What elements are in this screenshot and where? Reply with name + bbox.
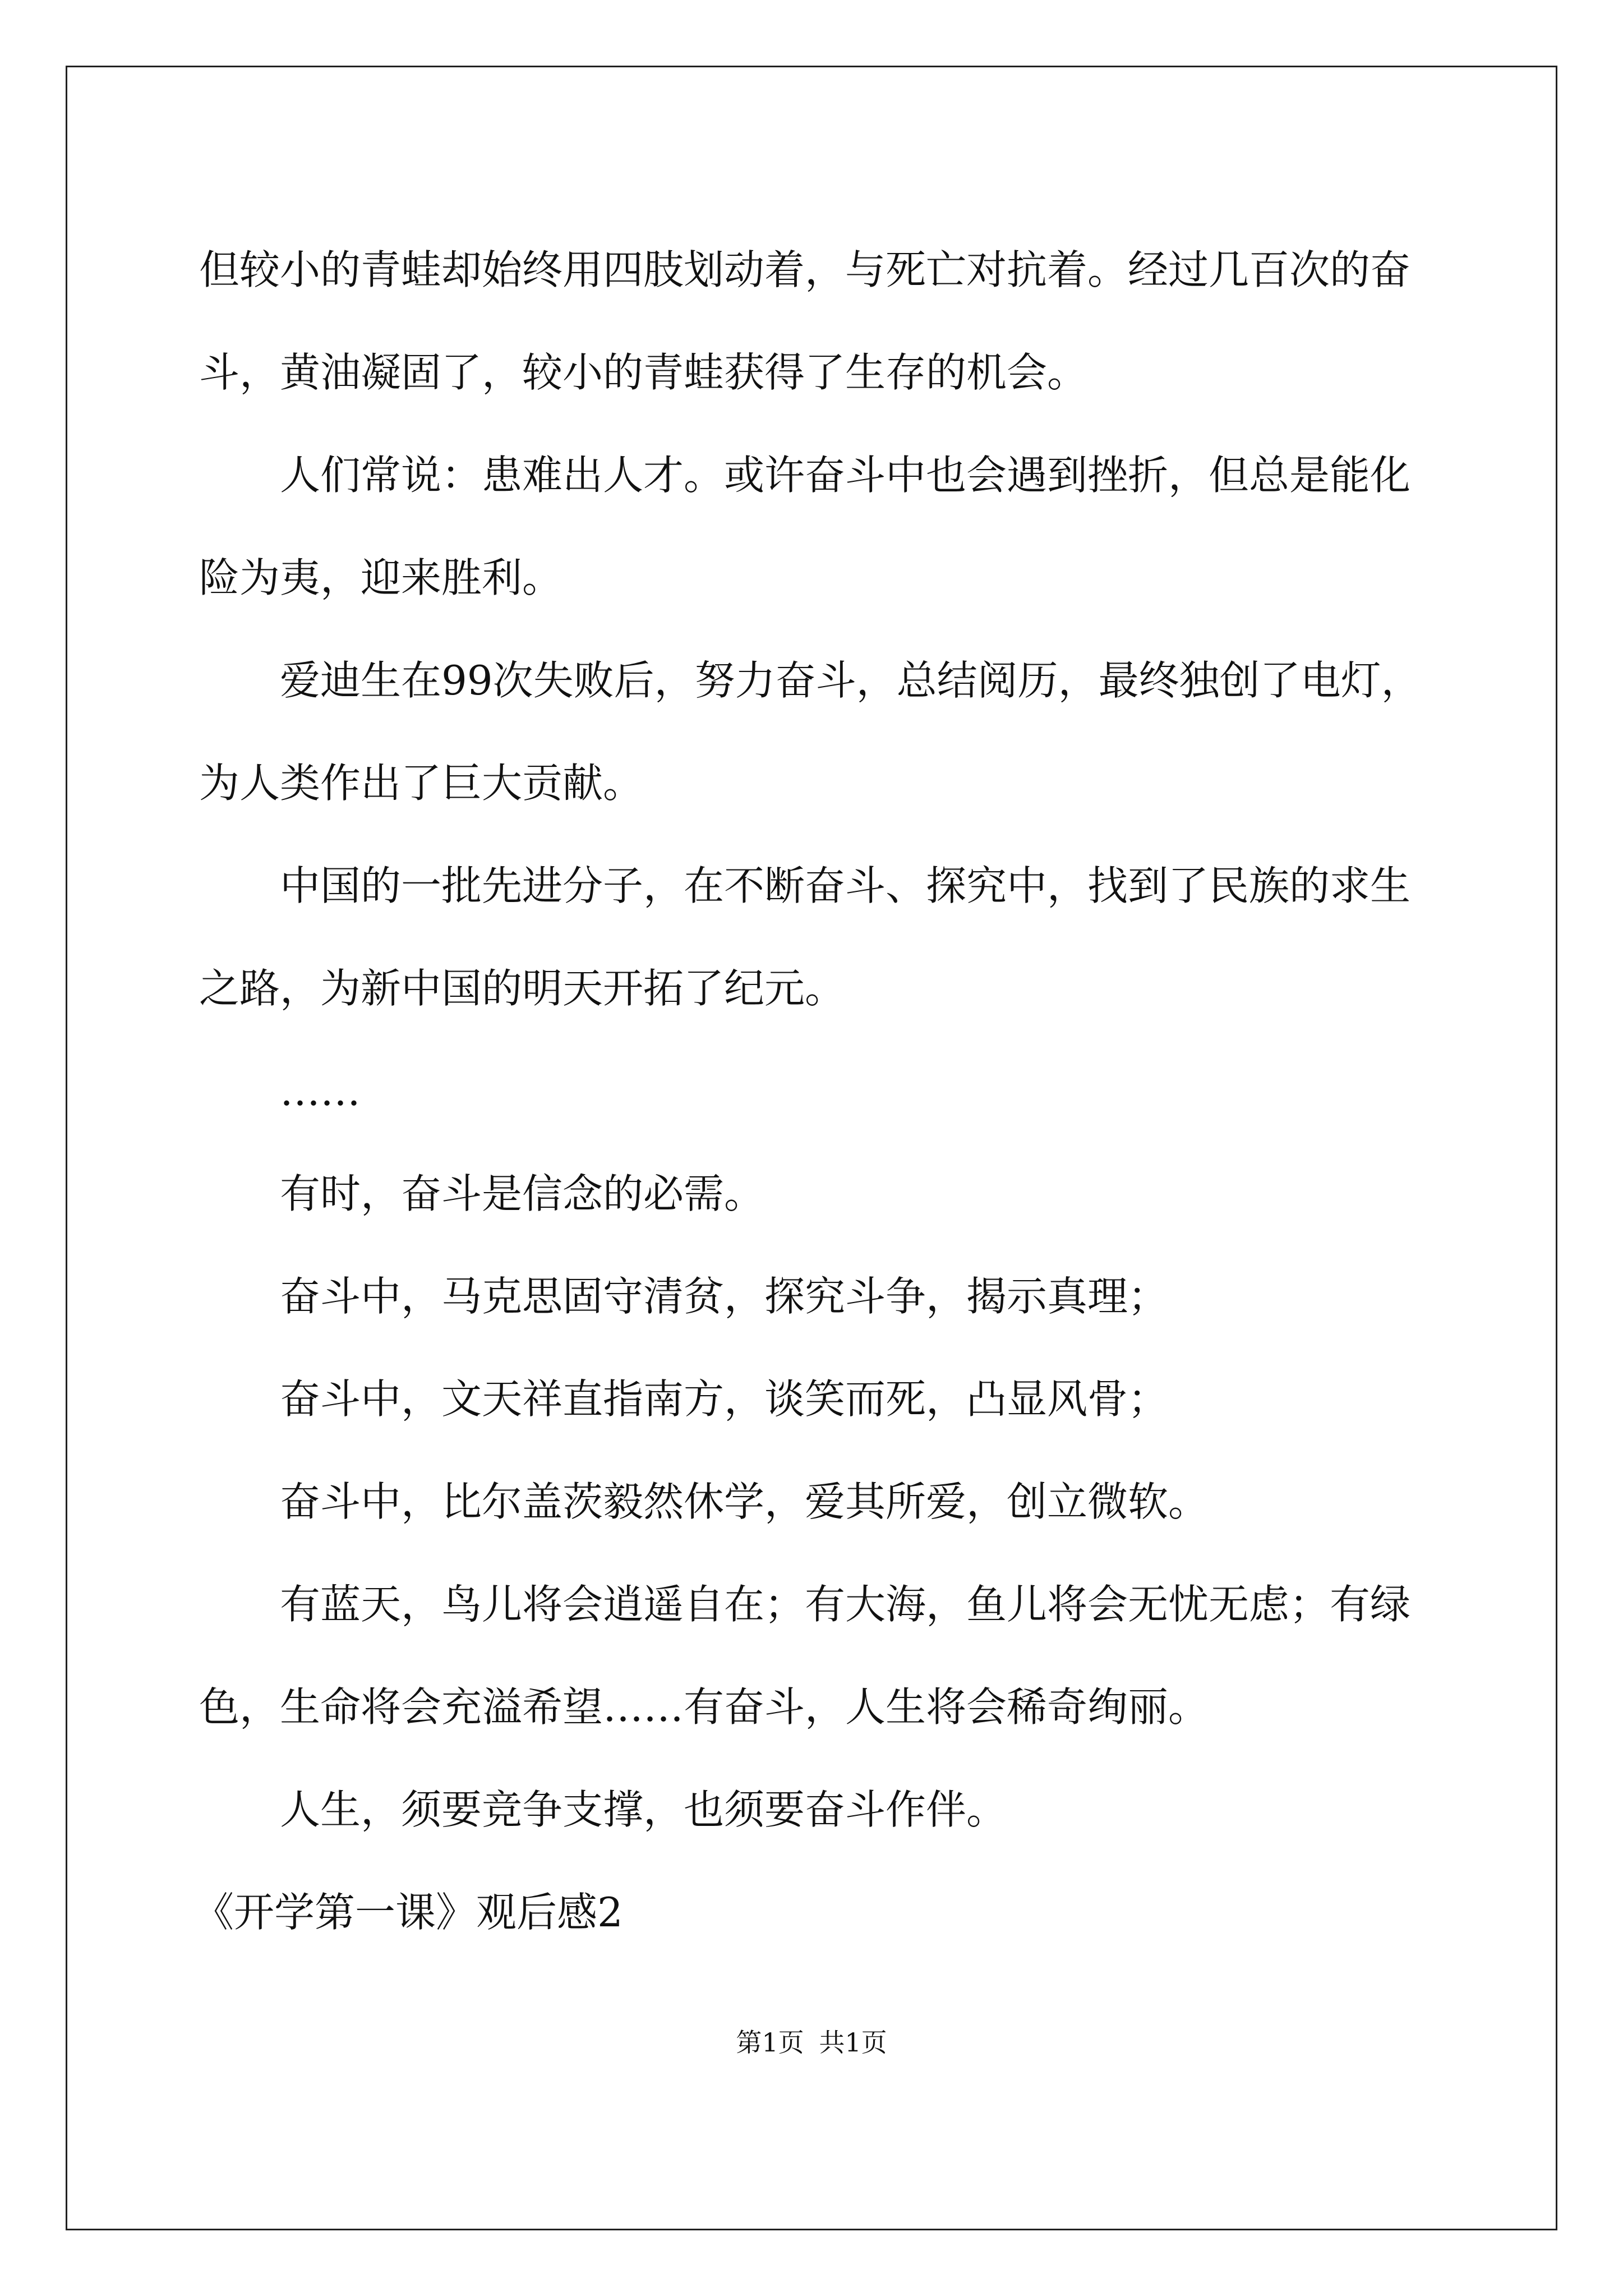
paragraph-3: 爱迪生在99次失败后，努力奋斗，总结阅历，最终独创了电灯，为人类作出了巨大贡献。 — [199, 657, 1422, 807]
paragraph-6: 有时，奋斗是信念的必需。 — [280, 1170, 765, 1217]
page-number-current: 第1页 — [736, 2027, 804, 2058]
paragraph-10: 有蓝天，鸟儿将会逍遥自在；有大海，鱼儿将会无忧无虑；有绿色，生命将会充溢希望……有奋斗，人生将会稀奇绚丽。 — [199, 1581, 1411, 1731]
paragraph-8: 奋斗中，文天祥直指南方，谈笑而死，凸显风骨； — [280, 1375, 1169, 1423]
paragraph-11: 人生，须要竞争支撑，也须要奋斗作伴。 — [280, 1786, 1007, 1833]
document-body — [193, 219, 1433, 1964]
section-heading: 《开学第一课》观后感2 — [193, 1889, 623, 1936]
paragraph-ellipsis: …… — [280, 1068, 361, 1115]
page-footer — [0, 2022, 1623, 2059]
paragraph-4: 中国的一批先进分子，在不断奋斗、探究中，找到了民族的求生之路，为新中国的明天开拓了纪元。 — [199, 862, 1411, 1012]
paragraph-1: 但较小的青蛙却始终用四肢划动着，与死亡对抗着。经过几百次的奋斗，黄油凝固了，较小的青蛙获得了生存的机会。 — [199, 246, 1411, 396]
page-number-total: 共1页 — [819, 2027, 887, 2058]
paragraph-2: 人们常说：患难出人才。或许奋斗中也会遇到挫折，但总是能化险为夷，迎来胜利。 — [199, 452, 1411, 601]
paragraph-7: 奋斗中，马克思固守清贫，探究斗争，揭示真理； — [280, 1273, 1169, 1320]
paragraph-9: 奋斗中，比尔盖茨毅然休学，爱其所爱，创立微软。 — [280, 1478, 1209, 1525]
